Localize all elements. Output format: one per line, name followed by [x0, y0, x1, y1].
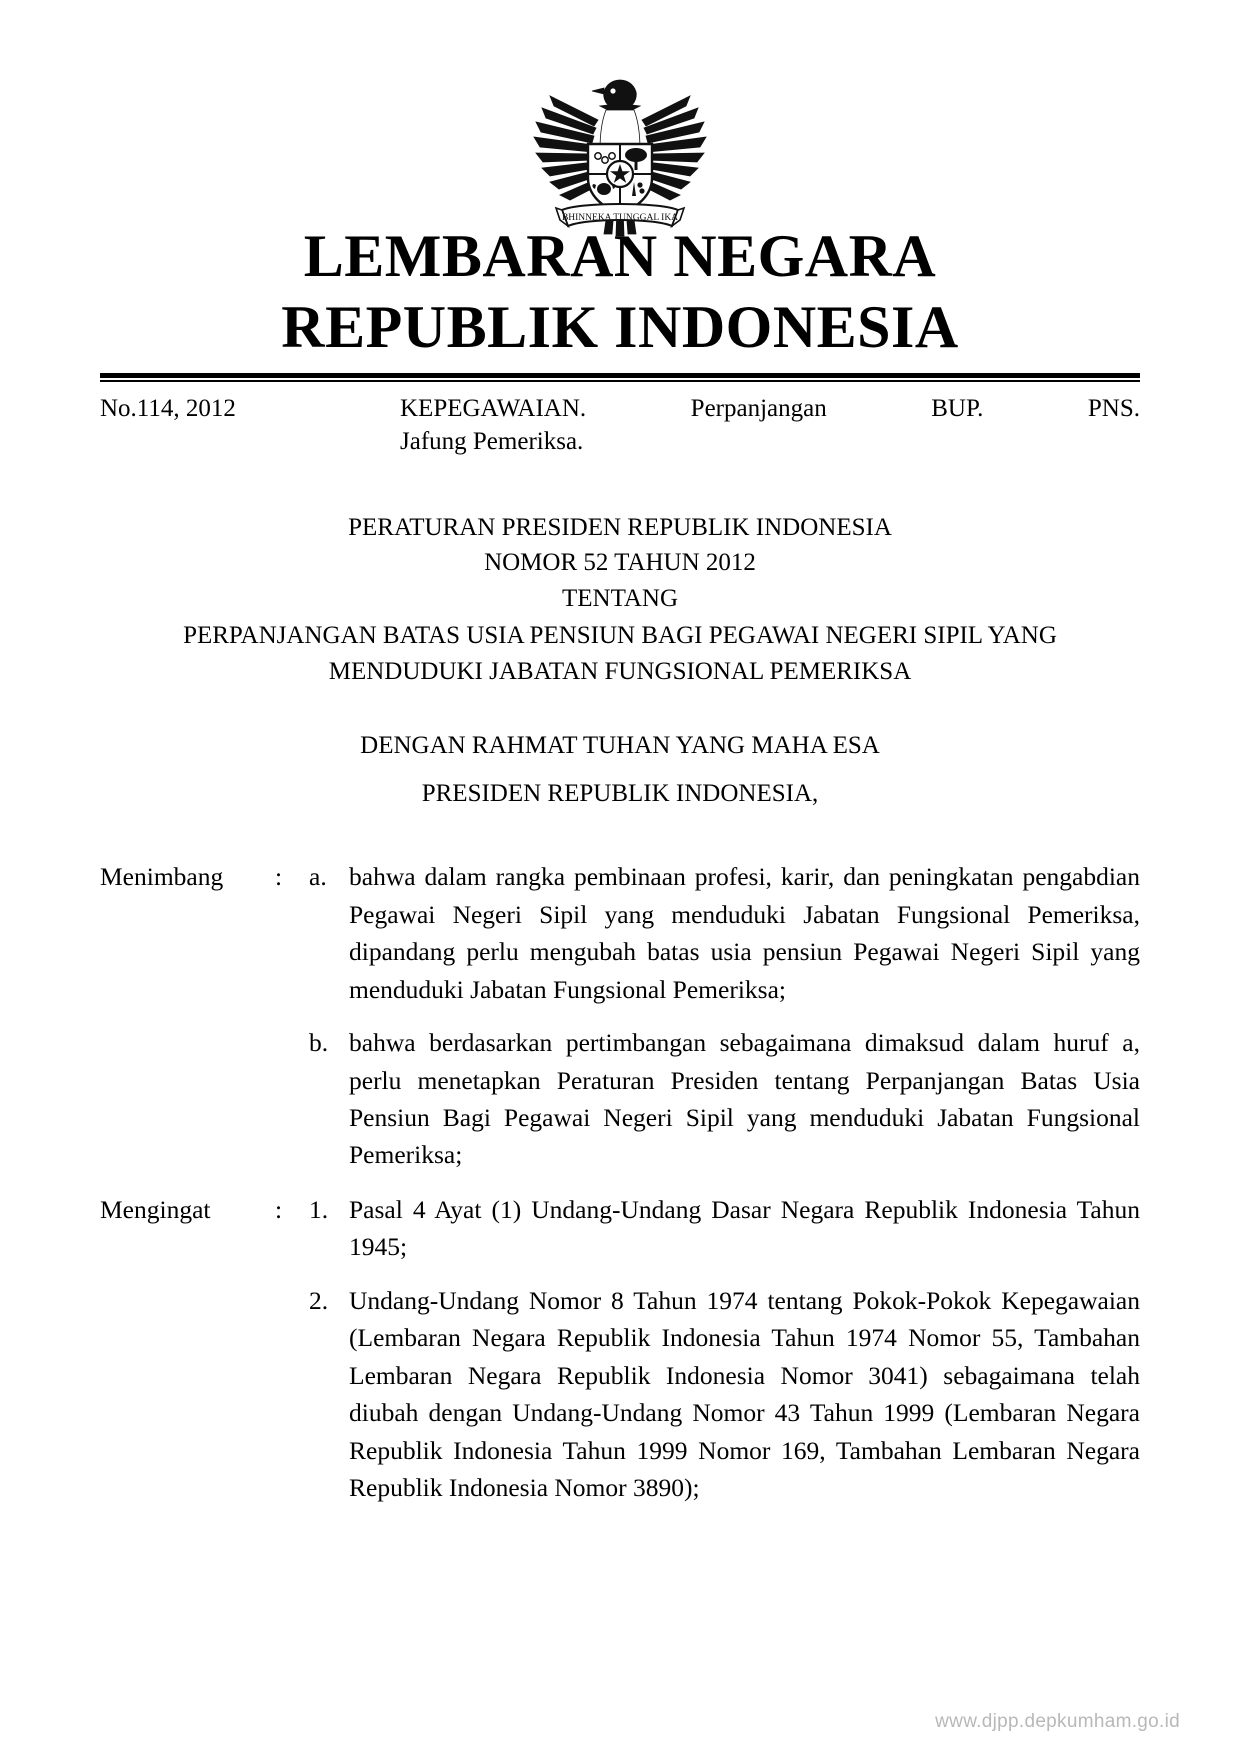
clause-group-menimbang — [100, 858, 1140, 1174]
title-about-label: TENTANG — [561, 584, 679, 612]
clause-item-text: bahwa berdasarkan pertimbangan sebagaimana dimaksud dalam huruf a, perlu menetapkan Peraturan Presiden tentang Perpanjangan Batas Usia Pensiun Bagi Pegawai Negeri Sipil yang menduduki Jabatan Fungsional Pemeriksa; — [349, 1028, 1140, 1170]
title-subject-line-1: PERPANJANGAN BATAS USIA PENSIUN BAGI PEGAWAI NEGERI SIPIL YANG — [183, 622, 1057, 650]
clause-item-marker: b. — [309, 1028, 329, 1058]
emblem-container — [0, 0, 1240, 223]
masthead — [0, 221, 1240, 363]
gazette-subject-line-1: KEPEGAWAIAN. Perpanjangan BUP. PNS. — [400, 394, 1140, 422]
clause-item-text: bahwa dalam rangka pembinaan profesi, karir, dan peningkatan pengabdian Pegawai Negeri Sipil yang menduduki Jabatan Fungsional Pemeriksa, dipandang perlu mengubah batas usia pensiun Pegawai Negeri Sipil yang menduduki Jabatan Fungsional Pemeriksa; — [349, 862, 1140, 1004]
gazette-subject-line-2: Jafung Pemeriksa. — [400, 427, 584, 455]
footer-watermark: www.djpp.depkumham.go.id — [935, 1711, 1180, 1732]
gazette-subject — [400, 392, 1140, 458]
clause-colon-mengingat: : — [275, 1194, 283, 1224]
preamble-block — [70, 727, 1170, 812]
title-number: NOMOR 52 TAHUN 2012 — [484, 549, 756, 577]
masthead-line-1: LEMBARAN NEGARA — [303, 223, 937, 289]
clause-items-menimbang — [309, 858, 1140, 1174]
clause-label-menimbang: Menimbang — [100, 862, 224, 892]
gazette-number: No.114, 2012 — [100, 394, 236, 422]
clause-item — [309, 858, 1140, 1008]
clause-item — [309, 1282, 1140, 1507]
clause-item — [309, 1191, 1140, 1266]
clauses-section — [100, 858, 1140, 1507]
clause-group-mengingat — [100, 1191, 1140, 1507]
regulation-title-block — [70, 510, 1170, 690]
clause-colon-menimbang: : — [275, 862, 283, 892]
preamble-president: PRESIDEN REPUBLIK INDONESIA, — [421, 779, 819, 807]
clause-item-marker: 1. — [309, 1194, 329, 1224]
title-authority: PERATURAN PRESIDEN REPUBLIK INDONESIA — [348, 513, 892, 541]
gazette-reference-line — [100, 392, 1140, 458]
clause-item-text: Undang-Undang Nomor 8 Tahun 1974 tentang Pokok-Pokok Kepegawaian (Lembaran Negara Republik Indonesia Tahun 1974 Nomor 55, Tambahan Lembaran Negara Republik Indonesia Nomor 3041) sebagaimana telah diubah dengan Undang-Undang Nomor 43 Tahun 1999 (Lembaran Negara Republik Indonesia Tahun 1999 Nomor 169, Tambahan Lembaran Negara Republik Indonesia Nomor 3890); — [349, 1285, 1140, 1503]
masthead-divider — [100, 373, 1140, 382]
clause-item-marker: a. — [309, 862, 327, 892]
preamble-blessing: DENGAN RAHMAT TUHAN YANG MAHA ESA — [360, 732, 880, 760]
clause-item — [309, 1024, 1140, 1174]
clause-label-mengingat: Mengingat — [100, 1194, 211, 1224]
emblem-motto-text: BHINNEKA TUNGGAL IKA — [561, 213, 679, 223]
clause-item-marker: 2. — [309, 1285, 329, 1315]
clause-items-mengingat — [309, 1191, 1140, 1507]
title-subject-line-2: MENDUDUKI JABATAN FUNGSIONAL PEMERIKSA — [328, 657, 912, 685]
masthead-line-2: REPUBLIK INDONESIA — [281, 293, 959, 360]
clause-item-text: Pasal 4 Ayat (1) Undang-Undang Dasar Negara Republik Indonesia Tahun 1945; — [349, 1194, 1140, 1262]
